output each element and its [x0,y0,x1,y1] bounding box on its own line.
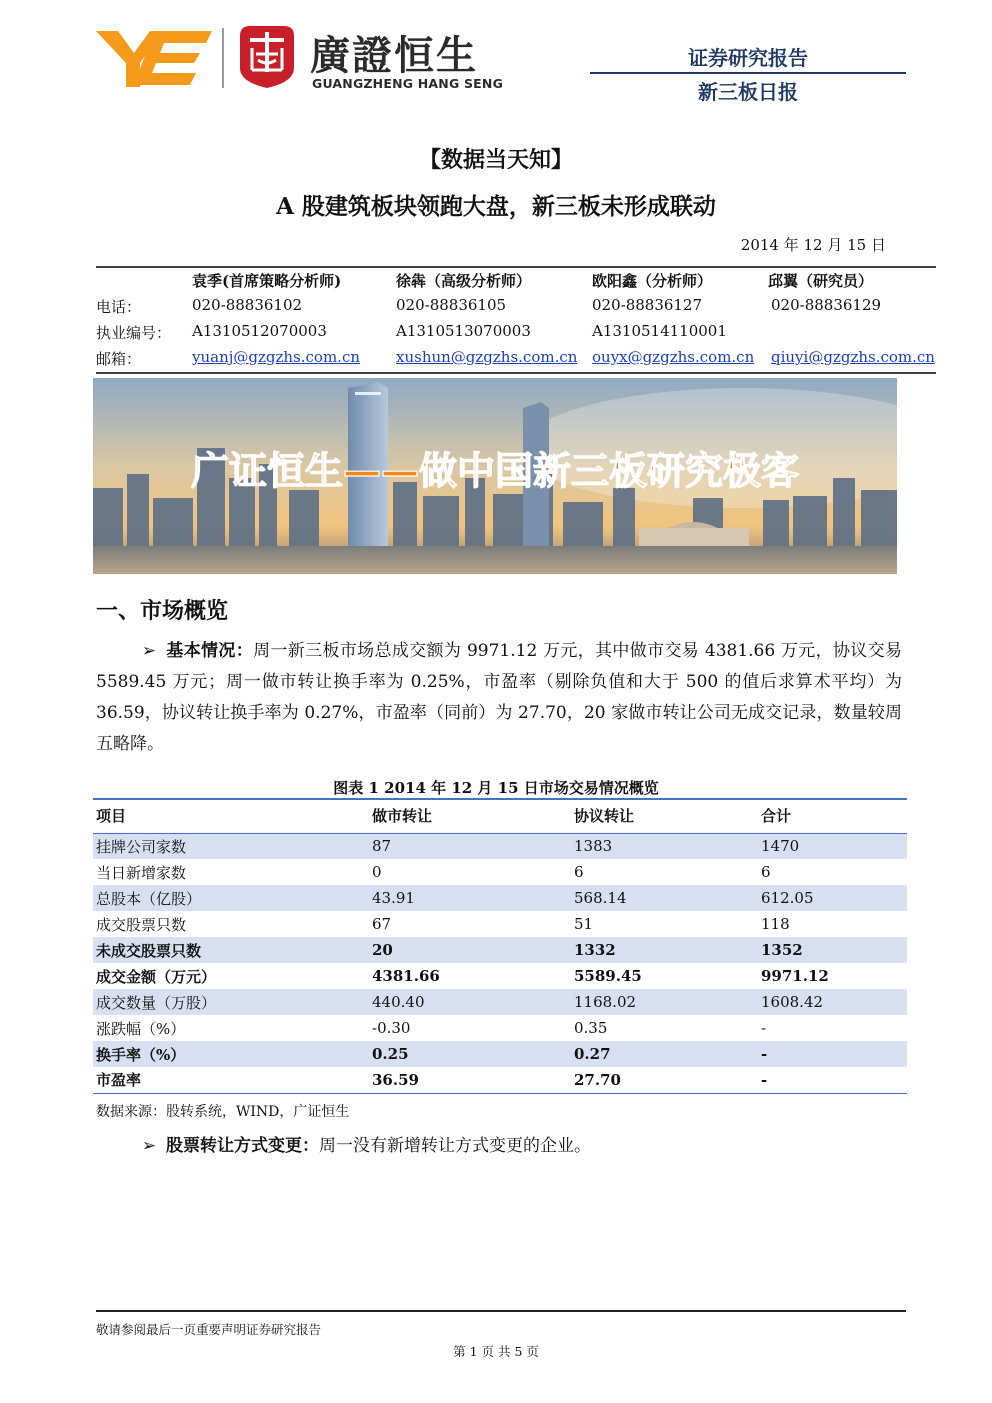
banner-image [93,378,897,574]
table-cell: 1352 [758,937,907,963]
table-cell: 440.40 [369,989,571,1015]
table-row [93,1015,907,1041]
analyst-name-row [96,268,936,294]
logo-divider [222,28,224,88]
analyst-email-link[interactable]: yuanj@gzgzhs.com.cn [192,348,361,366]
table-cell: 612.05 [758,885,907,911]
table-cell: 涨跌幅（%） [96,1019,186,1038]
market-summary-table [93,798,907,1094]
summary-paragraph [96,636,902,760]
analyst-email-link[interactable]: qiuyi@gzgzhs.com.cn [771,348,935,366]
table-cell: 0.35 [574,1019,608,1037]
doc-title-tag: 【数据当天知】 [418,147,573,173]
section-title: 一、市场概览 [96,598,229,624]
table-cell: 未成交股票只数 [93,937,369,963]
table-cell: - [761,1019,767,1037]
column-header: 做市转让 [372,807,433,825]
analyst-rule-bottom [96,372,936,374]
report-subtype: 新三板日报 [698,80,798,104]
analyst-phone: 020-88836127 [592,296,703,314]
table-cell: 1608.42 [758,989,907,1015]
seal-icon [236,24,298,90]
table-row [93,937,907,963]
table-cell: 1332 [571,937,758,963]
table-cell: 51 [574,915,594,933]
table-cell: 568.14 [571,885,758,911]
table-cell: 20 [369,937,571,963]
report-type: 证券研究报告 [688,46,808,70]
table-cell: 6 [761,863,771,881]
page-number: 第 1 页 共 5 页 [453,1344,539,1359]
analyst-name: 欧阳鑫（分析师） [592,272,713,290]
analyst-email-row [96,346,936,372]
column-header: 项目 [96,807,127,825]
table-cell: 0.25 [369,1041,571,1067]
table-row [93,963,907,989]
header-divider [590,72,906,74]
table-cell: 87 [369,833,571,859]
table-cell: -0.30 [372,1019,411,1037]
footer-divider [96,1310,906,1312]
table-cell: 36.59 [372,1070,419,1089]
analyst-name: 徐犇（高级分析师） [396,272,532,290]
footer-disclaimer: 敬请参阅最后一页重要声明证券研究报告 [96,1322,322,1337]
table-row [93,859,907,885]
analyst-license: A1310513070003 [396,322,531,340]
table-header-row [93,799,907,833]
analyst-email-link[interactable]: ouyx@gzgzhs.com.cn [592,348,755,366]
table-cell: - [758,1041,907,1067]
table-cell: 43.91 [369,885,571,911]
doc-title: A 股建筑板块领跑大盘，新三板未形成联动 [276,193,716,220]
analyst-license: A1310512070003 [192,322,327,340]
table-cell: 总股本（亿股） [93,885,369,911]
table-cell: 挂牌公司家数 [93,833,369,859]
transfer-change-text: 周一没有新增转让方式变更的企业。 [319,1136,591,1156]
analyst-phone-row [96,294,936,320]
analyst-name: 袁季(首席策略分析师) [192,272,342,290]
data-source-note: 数据来源：股转系统，WIND，广证恒生 [96,1104,350,1120]
table-row [93,833,907,859]
transfer-change-lead: 股票转让方式变更： [166,1136,319,1156]
table-cell: - [761,1070,768,1089]
analyst-phone: 020-88836129 [771,296,882,314]
email-label: 邮箱： [96,350,142,368]
analyst-license-row [96,320,936,346]
table-cell: 成交金额（万元） [96,967,217,986]
table-cell: 6 [574,863,584,881]
table-row [93,911,907,937]
city-skyline-image [93,378,897,574]
column-header: 合计 [761,807,792,825]
figure-title: 图表 1 2014 年 12 月 15 日市场交易情况概览 [333,779,659,797]
table-cell: 4381.66 [372,967,440,985]
table-cell: 9971.12 [761,967,829,985]
brand-name-cn: 廣證恒生 [310,33,478,79]
analyst-email-link[interactable]: xushun@gzgzhs.com.cn [396,348,578,366]
summary-text: 周一新三板市场总成交额为 9971.12 万元，其中做市交易 4381.66 万元，协议交易 5589.45 万元；周一做市转让换手率为 0.25%，市盈率（剔除负值和大于 500 的值后求算术平均）为 36.59，协议转让换手率为 0.27%，市盈率（同前）为 27.70，20 家做市转让公司无成交记录，数量较周五略降。 [96,641,902,754]
table-row [93,1041,907,1067]
table-cell: 当日新增家数 [96,863,187,882]
table-cell: 27.70 [574,1070,621,1089]
summary-lead: 基本情况： [166,641,254,661]
table-cell: 0.27 [571,1041,758,1067]
doc-date: 2014 年 12 月 15 日 [740,236,886,254]
analyst-phone: 020-88836102 [192,296,303,314]
banner-slogan: 广证恒生——做中国新三板研究极客 [190,449,800,493]
phone-label: 电话： [96,298,142,316]
analyst-license: A1310514110001 [592,322,727,340]
table-cell: 67 [372,915,392,933]
table-cell: 1168.02 [571,989,758,1015]
table-row [93,989,907,1015]
transfer-change-paragraph [96,1131,902,1161]
table-cell: 118 [761,915,790,933]
analyst-name: 邱翼（研究员） [768,272,874,290]
table-cell: 成交数量（万股） [93,989,369,1015]
brand-name-en: GUANGZHENG HANG SENG [312,76,504,91]
bullet-arrow-icon: ➢ [141,641,157,661]
table-row [93,885,907,911]
ye-logo-icon [96,27,214,89]
table-cell: 换手率（%） [93,1041,369,1067]
table-cell: 0 [372,863,382,881]
column-header: 协议转让 [574,807,635,825]
company-logo [96,22,536,96]
table-cell: 5589.45 [574,967,642,985]
analyst-table [96,268,936,372]
table-cell: 市盈率 [96,1071,142,1090]
table-row [93,1067,907,1093]
analyst-phone: 020-88836105 [396,296,507,314]
bullet-arrow-icon: ➢ [141,1136,157,1156]
table-cell: 1383 [571,833,758,859]
license-label: 执业编号： [96,324,172,342]
table-cell: 成交股票只数 [96,915,187,934]
table-cell: 1470 [758,833,907,859]
